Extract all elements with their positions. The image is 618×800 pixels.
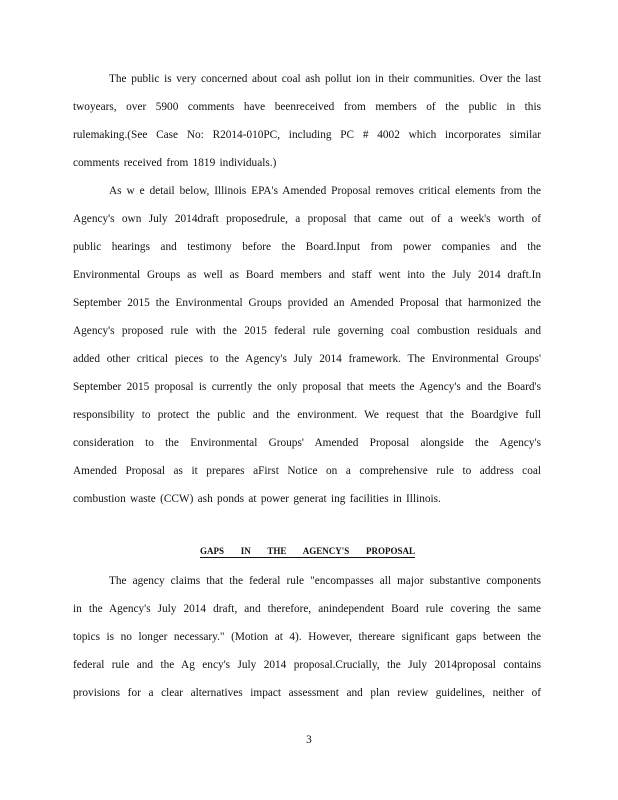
paragraph-1-line-2: twoyears, over 5900 comments have beenreceived from members of the public in this [73, 101, 541, 113]
paragraph-2-line-8: September 2015 proposal is currently the only proposal that meets the Agency's and the Board's [73, 381, 541, 393]
section-heading: GAPS IN THE AGENCY'S PROPOSAL [200, 546, 415, 556]
paragraph-3-line-4: federal rule and the Ag ency's July 2014 proposal.Crucially, the July 2014proposal contains [73, 659, 541, 671]
paragraph-2-line-7: added other critical pieces to the Agency's July 2014 framework. The Environmental Groups' [73, 353, 541, 365]
paragraph-1-line-1: The public is very concerned about coal ash pollut ion in their communities. Over the last [109, 73, 541, 85]
page-number: 3 [306, 734, 312, 746]
paragraph-3-line-2: in the Agency's July 2014 draft, and therefore, anindependent Board rule covering the same [73, 603, 541, 615]
paragraph-3-line-1: The agency claims that the federal rule "encompasses all major substantive components [109, 575, 541, 587]
paragraph-2-line-11: Amended Proposal as it prepares aFirst Notice on a comprehensive rule to address coal [73, 465, 541, 477]
paragraph-3-line-3: topics is no longer necessary." (Motion at 4). However, thereare significant gaps between the [73, 631, 541, 643]
paragraph-2-line-9: responsibility to protect the public and the environment. We request that the Boardgive full [73, 409, 541, 421]
paragraph-2-line-1: As w e detail below, Illinois EPA's Amended Proposal removes critical elements from the [109, 185, 541, 197]
paragraph-1-line-3: rulemaking.(See Case No: R2014-010PC, including PC # 4002 which incorporates similar [73, 129, 541, 141]
paragraph-2-line-6: Agency's proposed rule with the 2015 federal rule governing coal combustion residuals and [73, 325, 541, 337]
paragraph-2-line-4: Environmental Groups as well as Board members and staff went into the July 2014 draft.In [73, 269, 541, 281]
paragraph-3-line-5: provisions for a clear alternatives impact assessment and plan review guidelines, neither of [73, 687, 541, 699]
paragraph-2-line-5: September 2015 the Environmental Groups provided an Amended Proposal that harmonized the [73, 297, 541, 309]
paragraph-2-line-12: combustion waste (CCW) ash ponds at power generat ing facilities in Illinois. [73, 493, 441, 505]
paragraph-2-line-3: public hearings and testimony before the Board.Input from power companies and the [73, 241, 541, 253]
paragraph-2-line-2: Agency's own July 2014draft proposedrule, a proposal that came out of a week's worth of [73, 213, 541, 225]
paragraph-2-line-10: consideration to the Environmental Groups' Amended Proposal alongside the Agency's [73, 437, 541, 449]
paragraph-1-line-4: comments received from 1819 individuals.) [73, 157, 277, 169]
